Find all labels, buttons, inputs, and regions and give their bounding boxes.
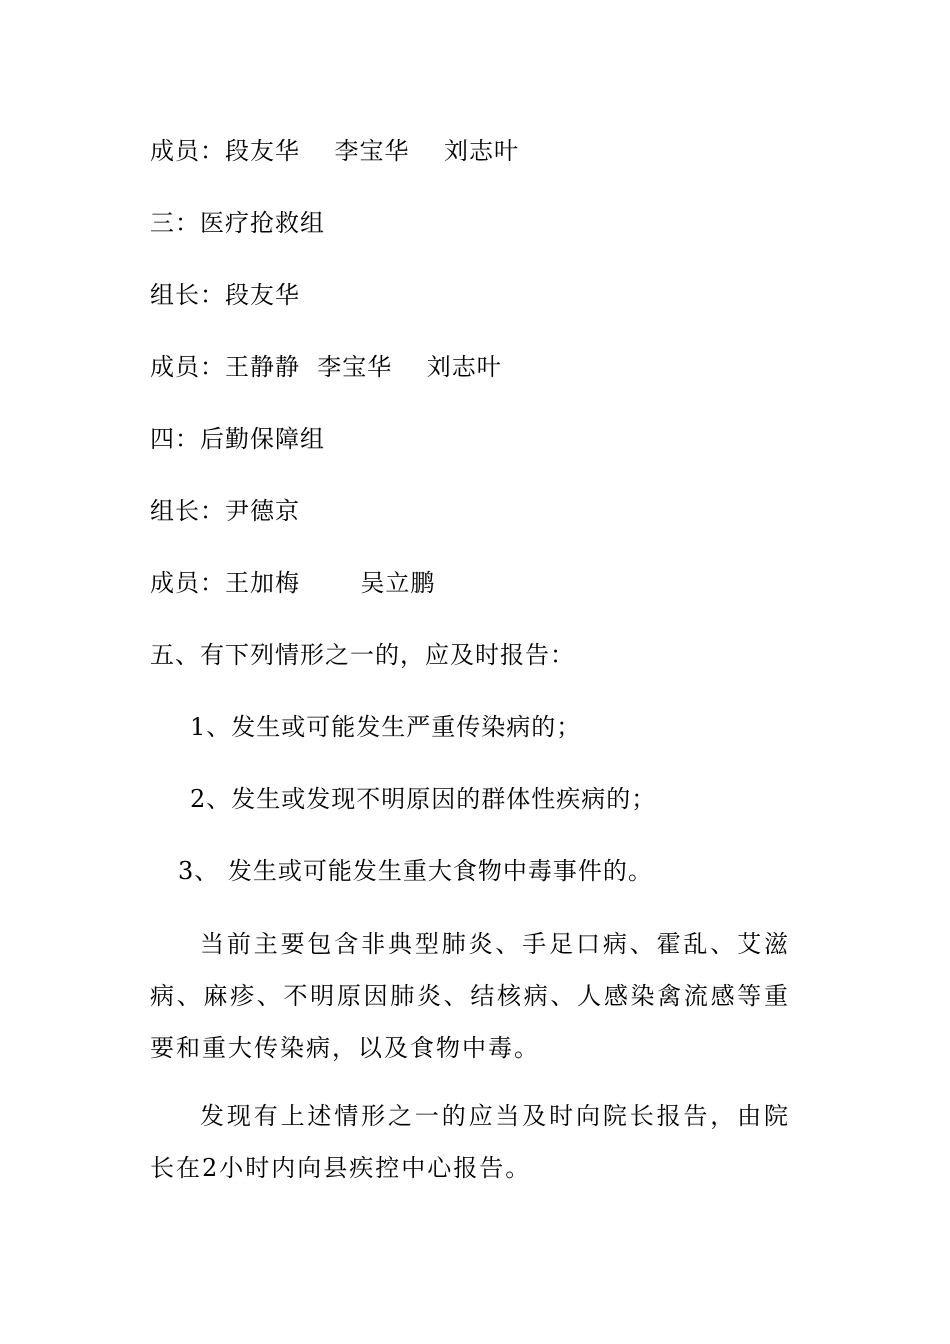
section-heading-4: 四：后勤保障组 <box>150 425 325 453</box>
leader-line-4: 组长：尹德京 <box>150 497 300 525</box>
member-line-3: 成员：王静静 李宝华 刘志叶 <box>150 353 502 381</box>
paragraph-diseases: 当前主要包含非典型肺炎、手足口病、霍乱、艾滋病、麻疹、不明原因肺炎、结核病、人感染禽流感等重要和重大传染病，以及食物中毒。 <box>150 930 790 1062</box>
report-item-3: 3、 发生或可能发生重大食物中毒事件的。 <box>178 857 653 885</box>
member-line-4: 成员：王加梅 吴立鹏 <box>150 569 436 597</box>
member-line-1: 成员：段友华 李宝华 刘志叶 <box>150 137 520 165</box>
section-heading-5: 五、有下列情形之一的，应及时报告： <box>150 641 575 669</box>
report-item-2: 2、发生或发现不明原因的群体性疾病的； <box>190 785 657 813</box>
paragraph-reporting: 发现有上述情形之一的应当及时向院长报告，由院长在2小时内向县疾控中心报告。 <box>150 1102 790 1182</box>
section-heading-3: 三：医疗抢救组 <box>150 209 325 237</box>
leader-line-3: 组长：段友华 <box>150 281 300 309</box>
report-item-1: 1、发生或可能发生严重传染病的； <box>190 713 582 741</box>
